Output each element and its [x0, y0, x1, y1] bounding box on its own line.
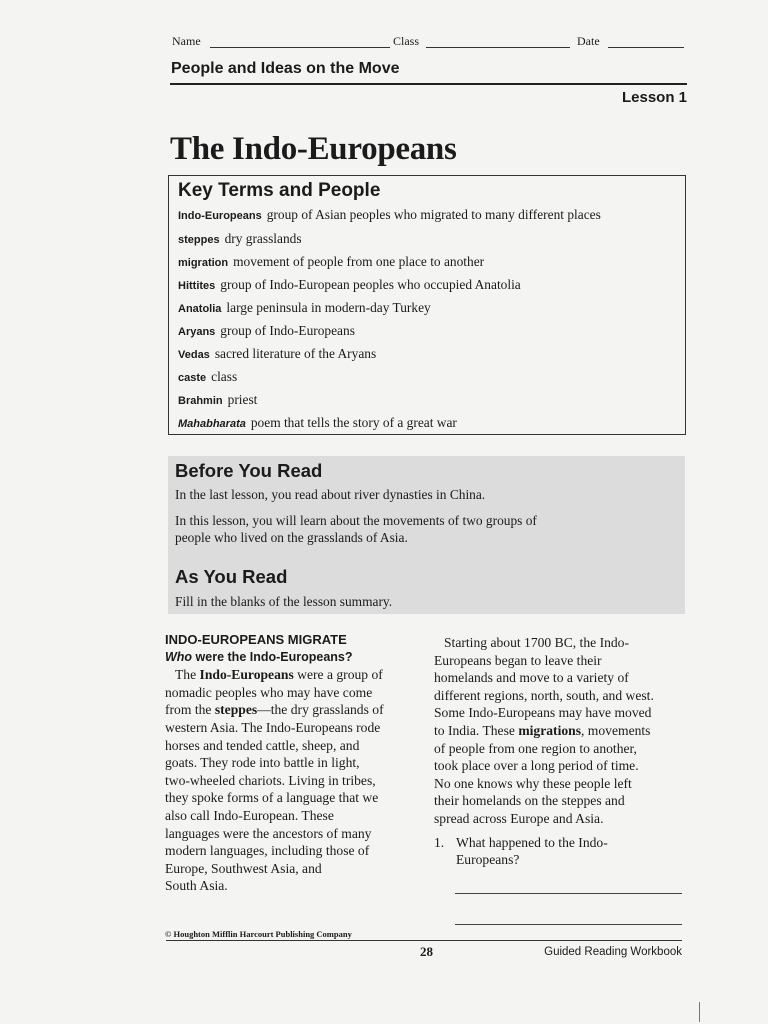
summary-text: No one knows why these people left: [434, 775, 632, 791]
summary-line: [165, 684, 427, 702]
key-term-inline: migrations: [518, 722, 581, 738]
summary-line: [165, 701, 427, 719]
key-term: Vedas: [178, 349, 210, 361]
key-term-row: [178, 207, 601, 223]
summary-text: western Asia. The Indo-Europeans rode: [165, 719, 381, 735]
key-term-definition: sacred literature of the Aryans: [214, 346, 377, 361]
key-term-definition: priest: [227, 392, 258, 407]
summary-line: [165, 737, 427, 755]
footer-rule: [166, 940, 682, 941]
key-term-definition: group of Asian peoples who migrated to many different places: [266, 207, 601, 222]
summary-line: [434, 652, 696, 670]
page-number: 28: [420, 944, 433, 959]
summary-text: to India. These: [434, 722, 519, 738]
key-term-inline: Indo-Europeans: [199, 667, 294, 683]
summary-text: , movements: [581, 722, 651, 738]
key-term: Mahabharata: [178, 418, 246, 430]
header-rule: [170, 83, 687, 85]
summary-text: were a group of: [293, 667, 383, 683]
key-term-definition: group of Indo-Europeans: [220, 323, 355, 338]
question-number: 1.: [434, 834, 445, 850]
key-term-row: [178, 346, 376, 362]
section-heading: INDO-EUROPEANS MIGRATE: [165, 632, 347, 647]
summary-text: of people from one region to another,: [434, 740, 637, 756]
name-label: Name: [172, 34, 201, 48]
summary-line: [165, 789, 427, 807]
key-term: Indo-Europeans: [178, 210, 262, 222]
key-term-row: [178, 300, 431, 316]
summary-line: [434, 634, 696, 652]
key-term: Hittites: [178, 280, 216, 292]
summary-text: Starting about 1700 BC, the Indo-: [444, 635, 630, 650]
summary-line: [165, 807, 427, 825]
reading-guide-panel: [168, 456, 685, 614]
before-you-read-text-2b: people who lived on the grasslands of Asia.: [175, 530, 408, 545]
summary-text: The: [175, 667, 200, 683]
summary-line: [165, 754, 427, 772]
lesson-label: Lesson 1: [621, 89, 687, 106]
summary-left-column: [165, 631, 427, 895]
class-field[interactable]: [426, 47, 570, 48]
summary-text: Some Indo-Europeans may have moved: [434, 705, 652, 721]
key-term-definition: poem that tells the story of a great war: [250, 415, 457, 430]
question-rest: were the Indo-Europeans?: [192, 649, 353, 664]
key-term-row: [178, 277, 521, 293]
key-term-definition: dry grasslands: [224, 231, 302, 246]
summary-line: [434, 669, 696, 687]
summary-text: goats. They rode into battle in light,: [165, 755, 360, 771]
summary-line: [434, 810, 696, 828]
summary-text: from the: [165, 702, 215, 718]
summary-text: they spoke forms of a language that we: [165, 790, 379, 806]
summary-line: [165, 772, 427, 790]
key-term: Anatolia: [178, 303, 222, 315]
summary-text: took place over a long period of time.: [434, 758, 639, 774]
summary-text: Europeans began to leave their: [434, 652, 602, 668]
summary-line: [165, 825, 427, 843]
key-term-inline: steppes: [214, 702, 258, 718]
summary-right-column: [434, 634, 696, 869]
summary-text: horses and tended cattle, sheep, and: [165, 737, 360, 753]
section-question: [165, 649, 427, 667]
page-title: The Indo-Europeans: [170, 131, 457, 167]
scan-edge-mark: [699, 1002, 700, 1022]
unit-subtitle: People and Ideas on the Move: [171, 60, 400, 77]
summary-line: [165, 719, 427, 737]
key-term-definition: group of Indo-European peoples who occupied Anatolia: [220, 277, 521, 292]
question-text-1: What happened to the Indo-: [456, 834, 608, 850]
key-term: migration: [178, 257, 229, 269]
summary-text: languages were the ancestors of many: [165, 825, 372, 841]
key-term-row: [178, 415, 457, 431]
summary-line: [434, 687, 696, 705]
summary-text: two-wheeled chariots. Living in tribes,: [165, 772, 376, 788]
key-term-row: [178, 392, 257, 408]
key-term-row: [178, 323, 355, 339]
key-term-definition: class: [211, 369, 238, 384]
key-term-row: [178, 254, 484, 270]
name-field[interactable]: [210, 47, 390, 48]
summary-text: modern languages, including those of: [165, 843, 370, 859]
summary-line: [165, 666, 427, 684]
workbook-title: Guided Reading Workbook: [544, 946, 682, 958]
before-you-read-heading: Before You Read: [175, 460, 323, 481]
key-term-definition: large peninsula in modern-day Turkey: [226, 300, 431, 315]
student-info-row: [172, 33, 684, 51]
summary-line: [434, 757, 696, 775]
key-term: caste: [178, 372, 207, 384]
summary-line: [434, 704, 696, 722]
as-you-read-text: Fill in the blanks of the lesson summary.: [175, 594, 393, 609]
summary-text: South Asia.: [165, 878, 228, 894]
summary-line: [165, 842, 427, 860]
key-terms-box: [168, 175, 686, 435]
answer-line-1[interactable]: [455, 893, 682, 894]
summary-text: Europe, Southwest Asia, and: [165, 860, 322, 876]
question-text-2: Europeans?: [456, 852, 520, 868]
summary-line: [434, 775, 696, 793]
summary-text: spread across Europe and Asia.: [434, 810, 604, 826]
copyright-text: © Houghton Mifflin Harcourt Publishing Company: [165, 929, 352, 939]
key-term: steppes: [178, 234, 220, 246]
question-word: Who: [165, 649, 193, 664]
summary-text: also call Indo-European. These: [165, 807, 334, 823]
key-term-row: [178, 231, 302, 247]
date-label: Date: [577, 34, 600, 48]
class-label: Class: [393, 34, 420, 48]
review-question: [434, 834, 696, 869]
summary-text: homelands and move to a variety of: [434, 670, 629, 686]
before-you-read-text-1: In the last lesson, you read about river dynasties in China.: [175, 487, 486, 502]
summary-text: nomadic peoples who may have come: [165, 684, 373, 700]
as-you-read-heading: As You Read: [175, 566, 288, 587]
summary-line: [434, 722, 696, 740]
date-field[interactable]: [608, 47, 684, 48]
key-term: Aryans: [178, 326, 216, 338]
summary-line: [165, 860, 427, 878]
answer-line-2[interactable]: [455, 924, 682, 925]
summary-line: [165, 877, 427, 895]
before-you-read-text-2a: In this lesson, you will learn about the movements of two groups of: [175, 513, 537, 528]
summary-text: their homelands on the steppes and: [434, 793, 625, 809]
key-terms-heading: Key Terms and People: [178, 180, 381, 201]
key-term-row: [178, 369, 237, 385]
key-term: Brahmin: [178, 395, 223, 407]
summary-line: [434, 792, 696, 810]
summary-line: [434, 740, 696, 758]
summary-text: —the dry grasslands of: [257, 702, 384, 718]
key-term-definition: movement of people from one place to another: [233, 254, 485, 269]
summary-text: different regions, north, south, and west.: [434, 687, 654, 703]
